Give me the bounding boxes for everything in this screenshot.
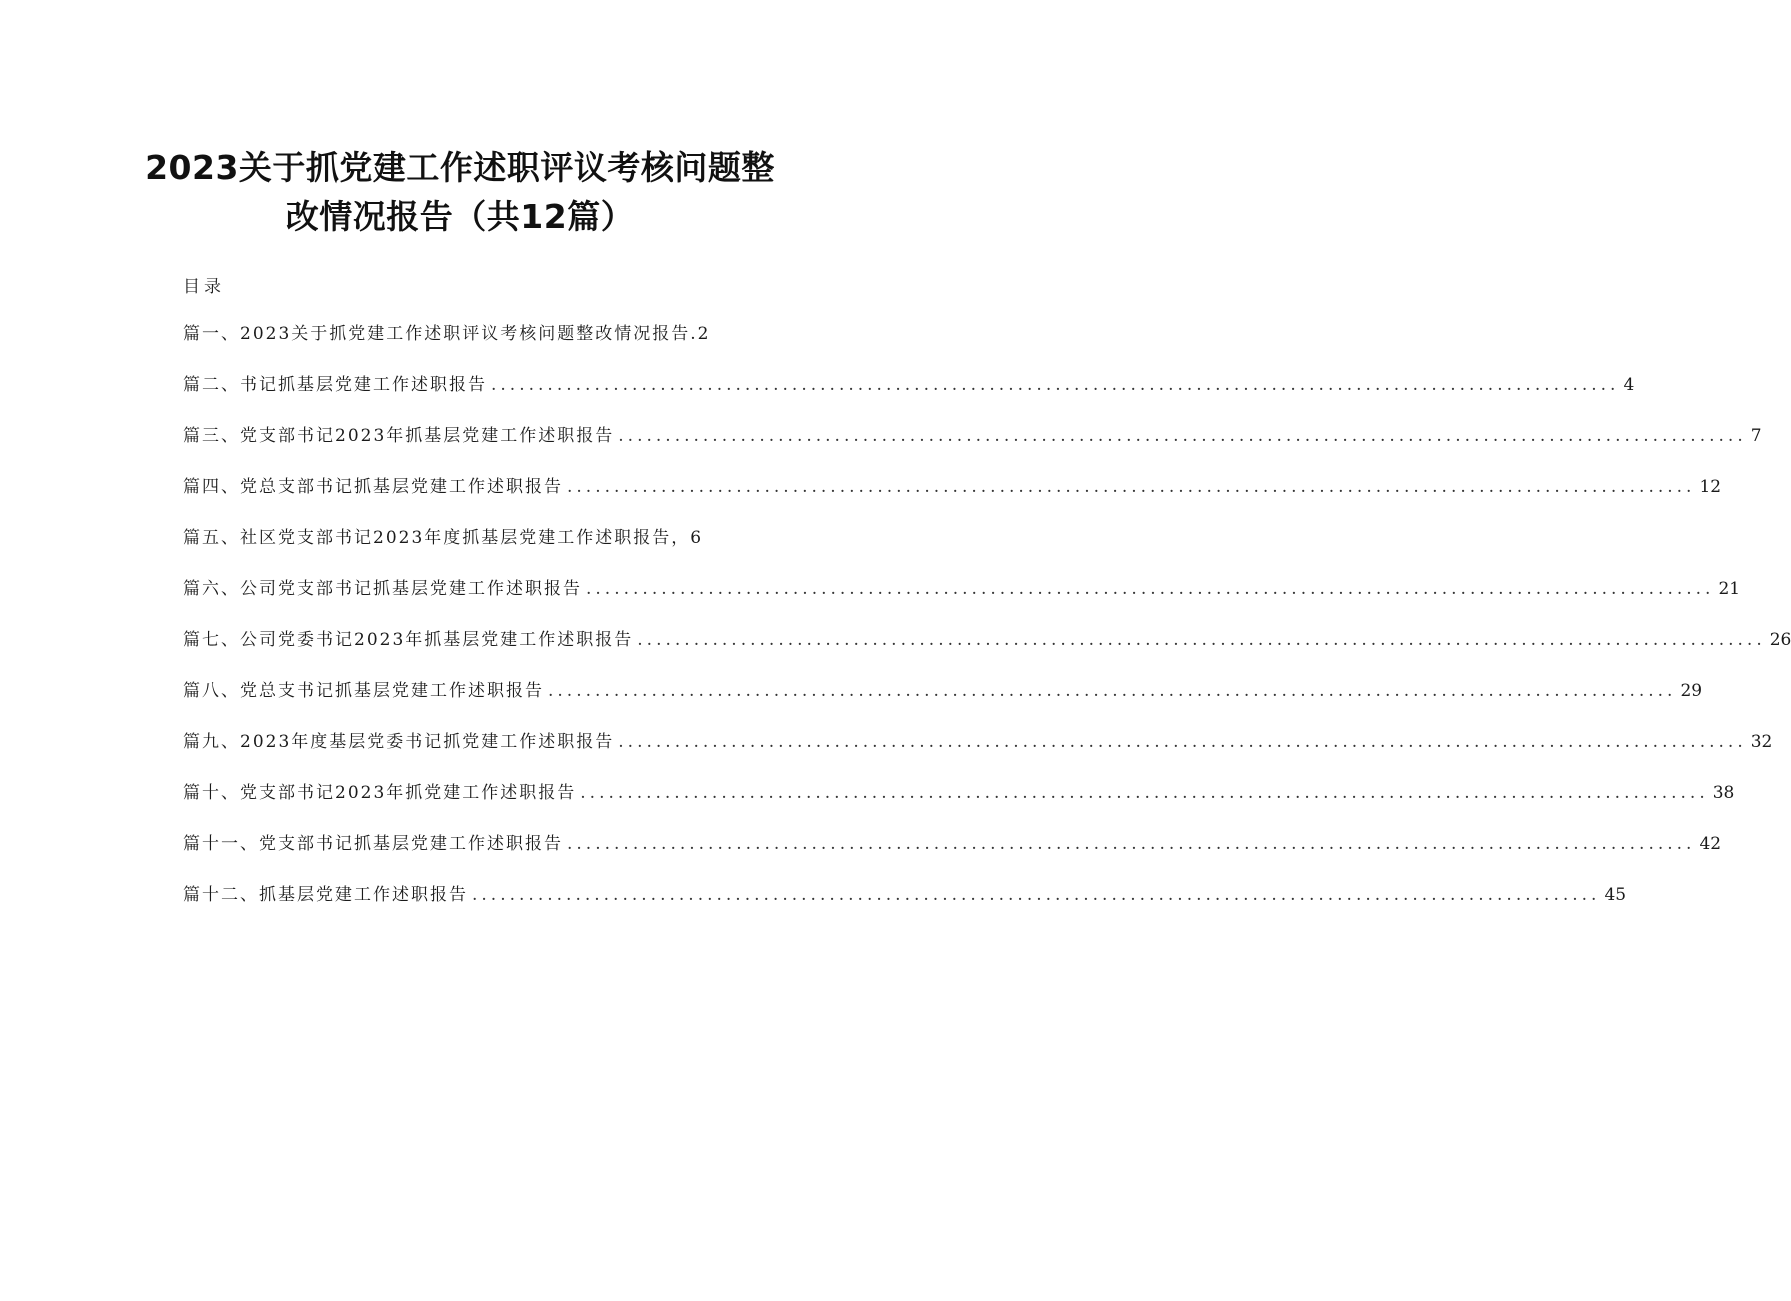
toc-entry-page: 26 — [1769, 630, 1791, 650]
toc-entry-title: 篇十一、党支部书记抓基层党建工作述职报告 — [183, 834, 563, 854]
toc-entry-title: 篇十二、抓基层党建工作述职报告 — [183, 885, 468, 905]
toc-entry-leader: ........................................................................................................................ — [618, 426, 1747, 446]
toc-entry-title: 篇四、党总支部书记抓基层党建工作述职报告 — [183, 477, 563, 497]
document-title-line-1: 2023关于抓党建工作述职评议考核问题整 — [145, 148, 775, 187]
toc-entry-leader: ........................................................................................................................ — [586, 579, 1715, 599]
toc-entry-page: 45 — [1604, 885, 1627, 905]
toc-entry-title: 篇九、2023年度基层党委书记抓党建工作述职报告 — [183, 732, 615, 752]
toc-entry[interactable] — [183, 879, 1627, 930]
toc-entry-page: 29 — [1680, 681, 1703, 701]
toc-entry-page: 32 — [1750, 732, 1773, 752]
toc-entry-leader: ........................................................................................................................ — [491, 375, 1620, 395]
toc-entry-page: 6 — [690, 528, 702, 548]
toc-entry-leader: ........................................................................................................................ — [580, 783, 1709, 803]
toc-entry-title: 篇十、党支部书记2023年抓党建工作述职报告 — [183, 783, 577, 803]
toc-entry-leader: ........................................................................................................................ — [567, 834, 1696, 854]
toc-entry[interactable] — [183, 573, 1741, 624]
toc-entry[interactable] — [183, 471, 1722, 522]
toc-entry[interactable] — [183, 675, 1703, 726]
toc-entry-leader: ........................................................................................................................ — [548, 681, 1677, 701]
toc-entry[interactable] — [183, 828, 1722, 879]
toc-entry-title: 篇六、公司党支部书记抓基层党建工作述职报告 — [183, 579, 582, 599]
table-of-contents — [183, 318, 1791, 930]
toc-entry-page: 38 — [1712, 783, 1735, 803]
toc-entry-page: 2 — [697, 324, 709, 344]
document-title-line-2: 改情况报告（共12篇） — [285, 197, 635, 236]
toc-entry[interactable] — [183, 624, 1791, 675]
toc-entry-title: 篇五、社区党支部书记2023年度抓基层党建工作述职报告， — [183, 528, 691, 548]
toc-entry-title: 篇七、公司党委书记2023年抓基层党建工作述职报告 — [183, 630, 634, 650]
toc-entry[interactable] — [183, 420, 1762, 471]
toc-entry[interactable] — [183, 726, 1773, 777]
toc-entry[interactable] — [183, 522, 777, 573]
toc-entry[interactable] — [183, 777, 1735, 828]
toc-entry-page: 21 — [1718, 579, 1741, 599]
toc-entry[interactable] — [183, 318, 777, 369]
toc-heading: 目录 — [183, 277, 225, 297]
toc-entry[interactable] — [183, 369, 1635, 420]
toc-entry-leader: ........................................................................................................................ — [567, 477, 1696, 497]
toc-entry-leader: ........................................................................................................................ — [618, 732, 1747, 752]
toc-entry-page: 12 — [1699, 477, 1722, 497]
toc-entry-title: 篇三、党支部书记2023年抓基层党建工作述职报告 — [183, 426, 615, 446]
toc-entry-page: 7 — [1750, 426, 1762, 446]
toc-entry-page: 4 — [1623, 375, 1635, 395]
toc-entry-leader: ........................................................................................................................ — [637, 630, 1766, 650]
toc-entry-title: 篇一、2023关于抓党建工作述职评议考核问题整改情况报告. — [183, 324, 698, 344]
toc-entry-title: 篇二、书记抓基层党建工作述职报告 — [183, 375, 487, 395]
toc-entry-page: 42 — [1699, 834, 1722, 854]
toc-entry-title: 篇八、党总支书记抓基层党建工作述职报告 — [183, 681, 544, 701]
toc-entry-leader: ........................................................................................................................ — [472, 885, 1601, 905]
